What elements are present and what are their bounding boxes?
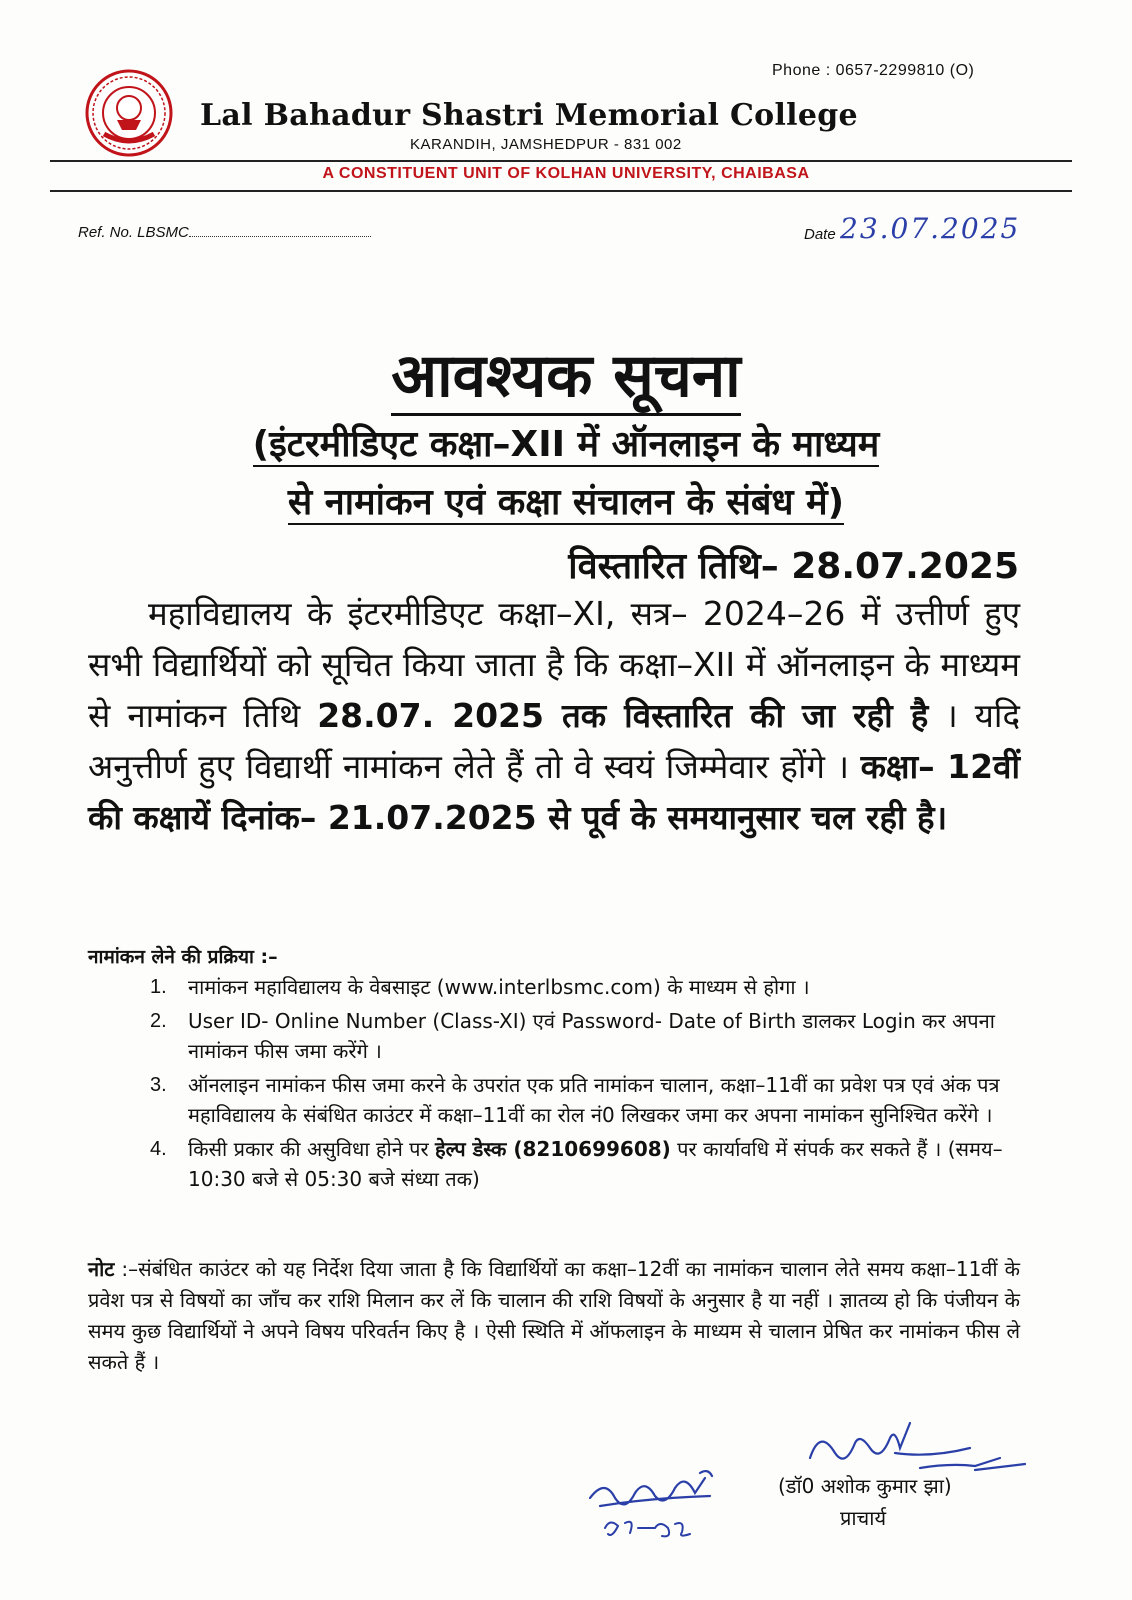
header-divider-top: [50, 160, 1072, 162]
step-text-after: पर कार्यावधि में संपर्क कर सकते हैं । (समय– 10:30 बजे से 05:30 बजे संध्या तक): [188, 1137, 1003, 1191]
body-bold-1: 28.07. 2025 तक विस्तारित की जा रही है: [317, 696, 929, 735]
step-text: User ID- Online Number (Class-XI) एवं Password- Date of Birth डालकर Login कर अपना नामांकन फीस जमा करेंगे ।: [188, 1009, 995, 1063]
list-item: [150, 1006, 1024, 1066]
notice-title: आवश्यक सूचना: [0, 332, 1132, 414]
step-number: 2.: [150, 1010, 167, 1032]
extended-date: विस्तारित तिथि– 28.07.2025: [568, 546, 1019, 587]
process-steps: [150, 972, 1024, 1198]
principal-title: प्राचार्य: [840, 1506, 887, 1530]
list-item: [150, 1070, 1024, 1130]
help-desk-number: हेल्प डेस्क (8210699608): [435, 1137, 671, 1161]
constituent-unit-line: A CONSTITUENT UNIT OF KOLHAN UNIVERSITY, CHAIBASA: [322, 165, 810, 182]
list-item: [150, 972, 1024, 1002]
notice-body: [88, 588, 1020, 843]
clerk-signature: [580, 1468, 730, 1548]
notice-subtitle-line1: (इंटरमीडिएट कक्षा–XII में ऑनलाइन के माध्यम: [252, 424, 880, 465]
step-text: नामांकन महाविद्यालय के वेबसाइट (www.interlbsmc.com) के माध्यम से होगा ।: [188, 975, 810, 999]
note-label: नोट: [88, 1257, 115, 1281]
note-section: [88, 1254, 1020, 1378]
step-number: 1.: [150, 976, 167, 998]
college-address: KARANDIH, JAMSHEDPUR - 831 002: [410, 136, 682, 153]
reference-number: [78, 224, 371, 241]
step-number: 4.: [150, 1138, 167, 1160]
list-item: [150, 1134, 1024, 1194]
handwritten-date: 23.07.2025: [840, 212, 1021, 245]
header-divider-bottom: [50, 190, 1072, 192]
body-bold-2: कक्षा– 12वीं की कक्षायें दिनांक– 21.07.2025 से पूर्व के समयानुसार चल रही है।: [88, 747, 1020, 837]
step-number: 3.: [150, 1074, 167, 1096]
college-seal-logo: [84, 68, 174, 158]
process-title: नामांकन लेने की प्रक्रिया :–: [88, 946, 278, 968]
body-text-2: । यदि अनुत्तीर्ण हुए विद्यार्थी नामांकन लेते हैं तो वे स्वयं जिम्मेवार होंगे ।: [88, 696, 1021, 786]
principal-signature: [800, 1418, 1030, 1478]
date-label: Date: [804, 226, 836, 243]
ref-blank: [189, 224, 371, 237]
step-text: ऑनलाइन नामांकन फीस जमा करने के उपरांत एक प्रति नामांकन चालान, कक्षा–11वीं का प्रवेश पत्र एवं अंक पत्र महाविद्यालय के संबंधित काउंटर में कक्षा–11वीं का रोल नं0 लिखकर जमा कर अपना नामांकन सुनिश्चित करेंगे ।: [188, 1073, 1000, 1127]
notice-subtitle-line2: से नामांकन एवं कक्षा संचालन के संबंध में): [287, 482, 845, 523]
college-name: Lal Bahadur Shastri Memorial College: [200, 98, 858, 133]
note-text: :–संबंधित काउंटर को यह निर्देश दिया जाता है कि विद्यार्थियों का कक्षा–12वीं का नामांकन चालान लेते समय कक्षा–11वीं के प्रवेश पत्र से विषयों का जाँच कर राशि मिलान कर लें कि चालान की राशि विषयों के अनुसार है या नहीं । ज्ञातव्य हो कि पंजीयन के समय कुछ विद्यार्थियों ने अपने विषय परिवर्तन किए है । ऐसी स्थिति में ऑफलाइन के माध्यम से चालान प्रेषित कर नामांकन फीस ले सकते हैं ।: [88, 1257, 1020, 1374]
ref-label: Ref. No. LBSMC: [78, 224, 189, 241]
body-text-1: महाविद्यालय के इंटरमीडिएट कक्षा–XI, सत्र– 2024–26 में उत्तीर्ण हुए सभी विद्यार्थियों को सूचित किया जाता है कि कक्षा–XII में ऑनलाइन के माध्यम से नामांकन तिथि: [88, 594, 1020, 735]
principal-name: (डॉ0 अशोक कुमार झा): [778, 1474, 952, 1498]
step-text-before: किसी प्रकार की असुविधा होने पर: [188, 1137, 436, 1161]
phone-number: Phone : 0657-2299810 (O): [772, 62, 975, 79]
